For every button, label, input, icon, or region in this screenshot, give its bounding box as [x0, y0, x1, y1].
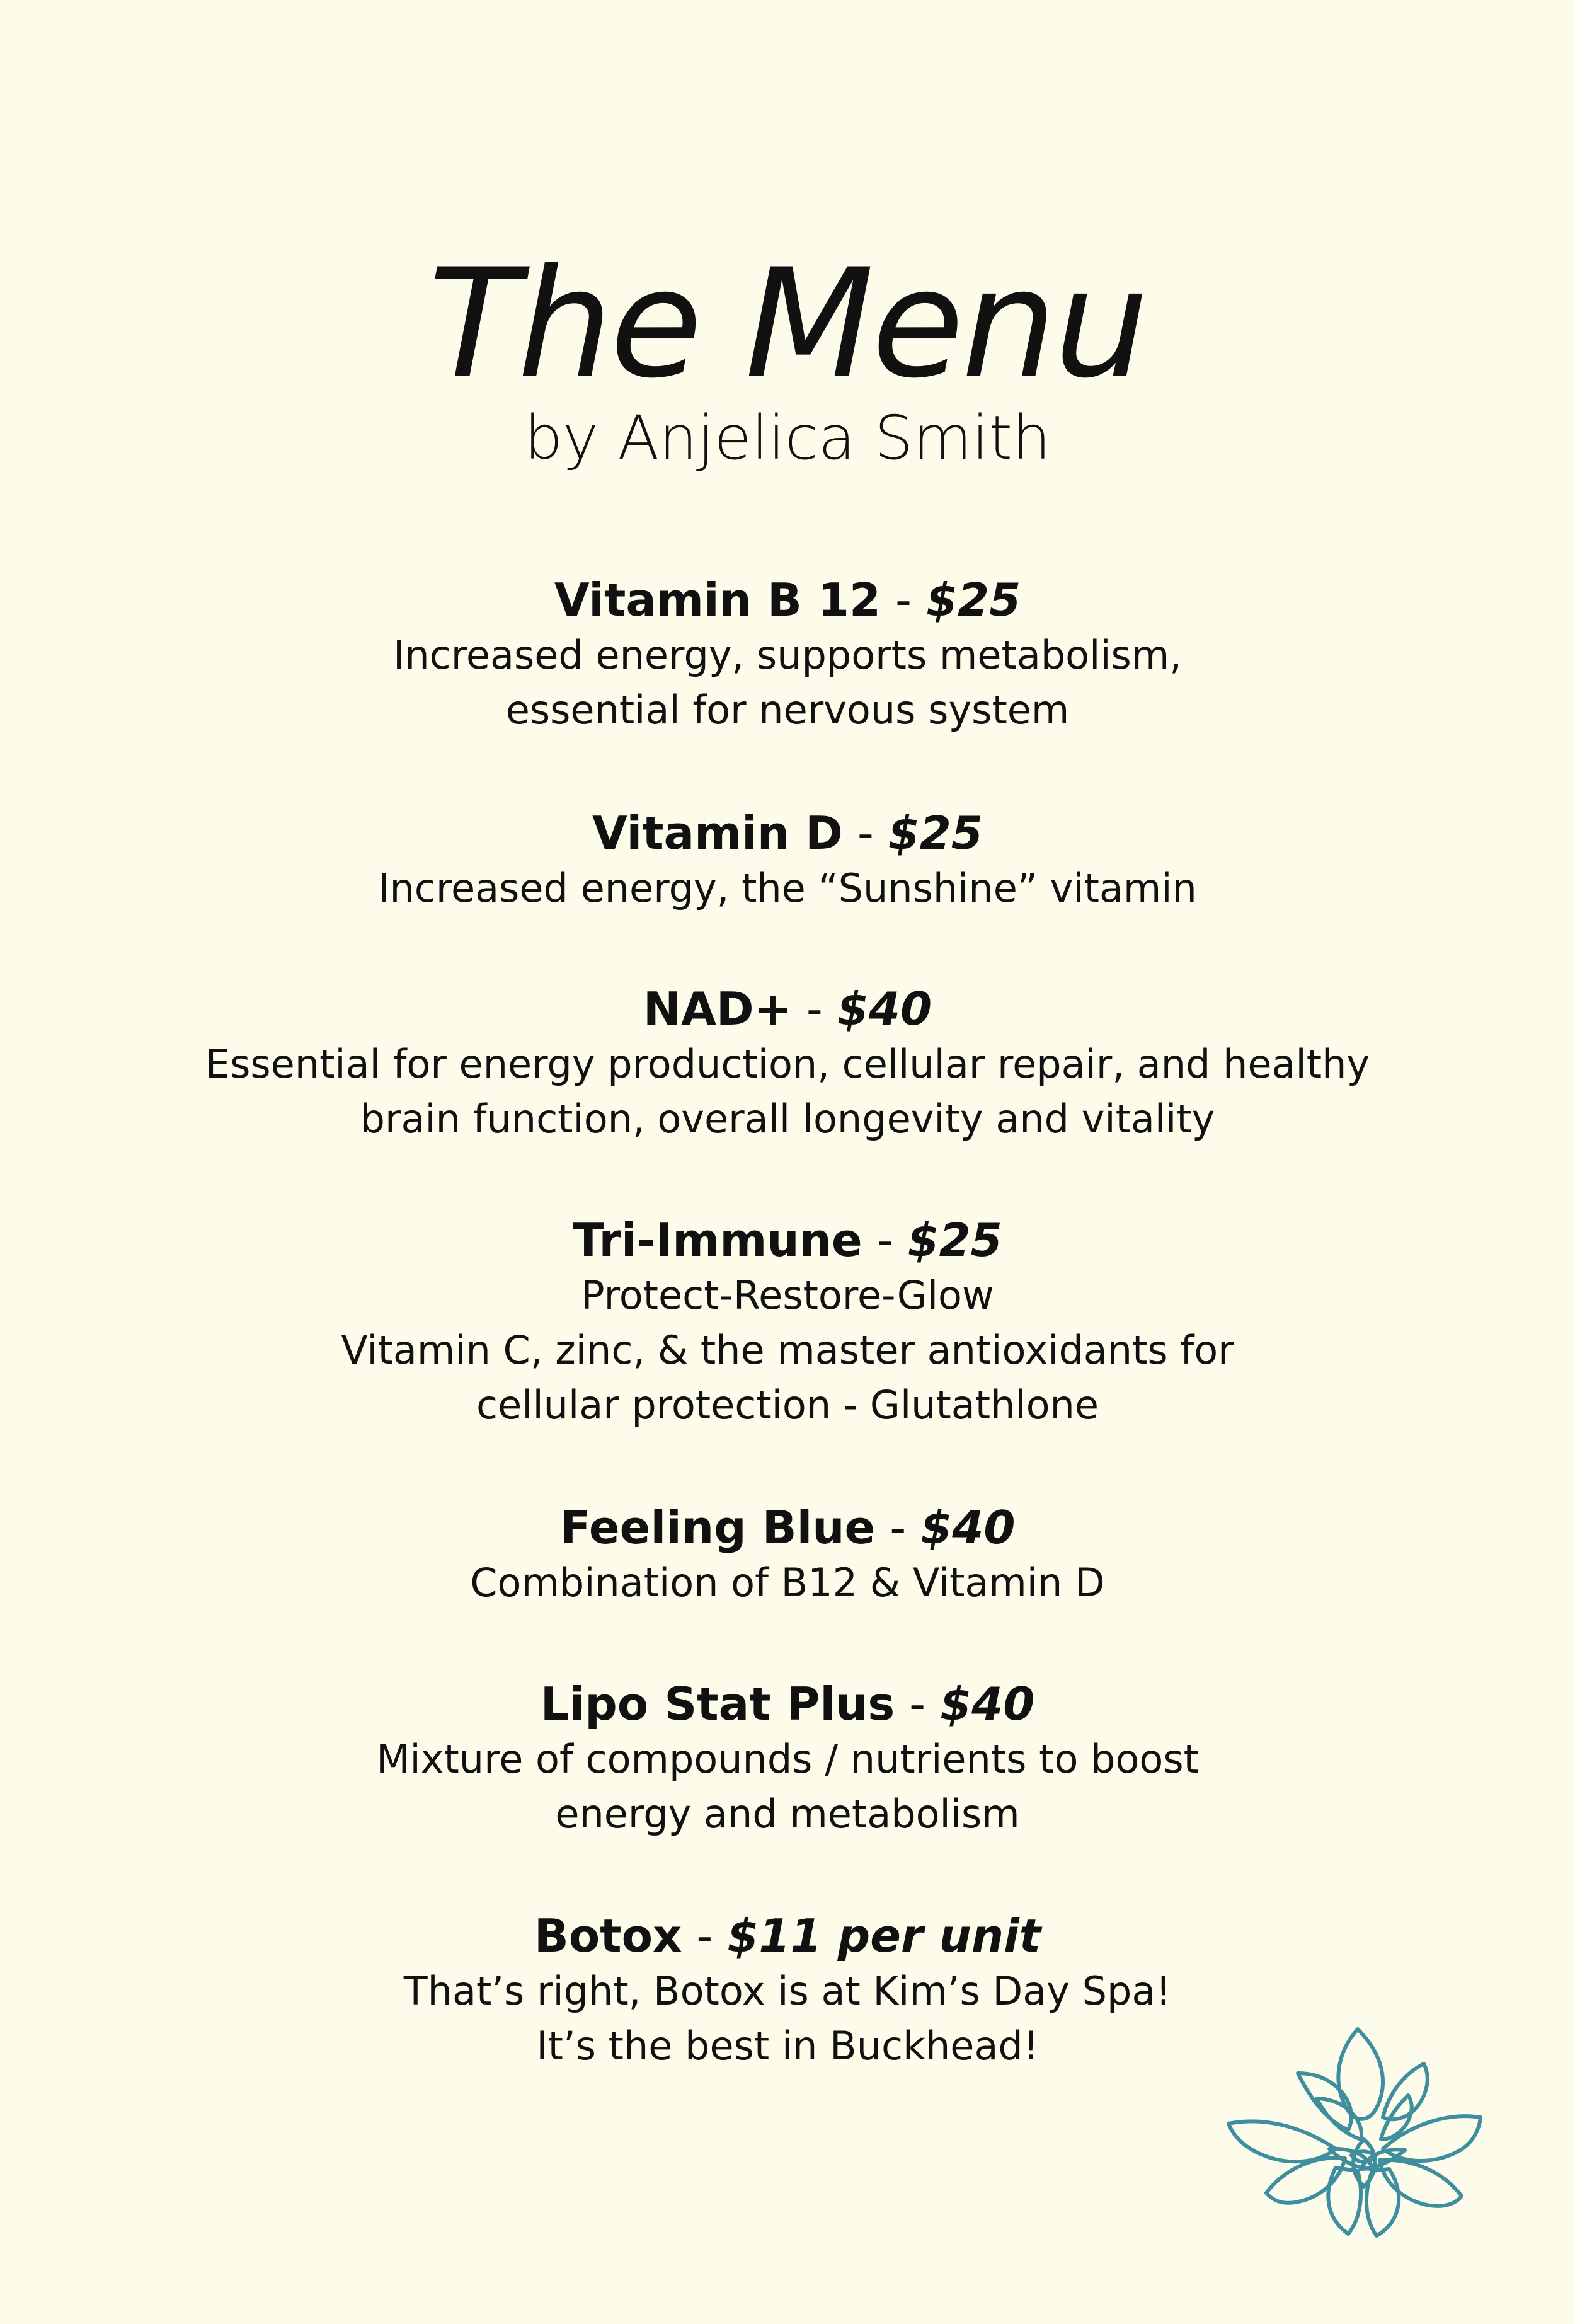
item-price: $25: [925, 573, 1021, 626]
menu-item-heading: [0, 1676, 1575, 1732]
item-description-line: essential for nervous system: [505, 687, 1070, 733]
menu-item: [0, 1500, 1575, 1610]
page-title: The Menu: [428, 237, 1147, 411]
item-separator: -: [696, 1909, 713, 1962]
menu-item-heading: [0, 572, 1575, 628]
item-separator: -: [857, 807, 874, 860]
menu-item-heading: [0, 805, 1575, 861]
item-price: $40: [920, 1501, 1016, 1554]
item-description-line: brain function, overall longevity and vitality: [360, 1096, 1215, 1142]
item-description-line: Protect-Restore-Glow: [581, 1272, 994, 1318]
item-name: Tri-Immune: [573, 1214, 862, 1267]
item-name: Botox: [534, 1909, 682, 1962]
item-description-line: It’s the best in Buckhead!: [536, 2023, 1039, 2069]
item-description-line: Increased energy, supports metabolism,: [393, 632, 1182, 678]
menu-item-heading: [0, 1500, 1575, 1555]
item-separator: -: [890, 1501, 907, 1554]
item-name: Vitamin D: [592, 807, 843, 860]
item-price: $40: [940, 1677, 1035, 1730]
menu-item: [0, 805, 1575, 916]
item-price: $40: [837, 982, 932, 1035]
menu-item-heading: [0, 981, 1575, 1037]
item-price: $25: [888, 807, 983, 860]
item-description-line: Increased energy, the “Sunshine” vitamin: [378, 865, 1197, 911]
menu-item: [0, 1212, 1575, 1432]
item-name: Vitamin B 12: [554, 573, 881, 626]
menu-item: [0, 572, 1575, 737]
item-description-line: Essential for energy production, cellular repair, and healthy: [205, 1041, 1370, 1087]
item-price: $11 per unit: [727, 1909, 1041, 1962]
item-description-line: Combination of B12 & Vitamin D: [470, 1560, 1105, 1606]
item-description-line: energy and metabolism: [555, 1791, 1020, 1837]
item-separator: -: [876, 1214, 893, 1267]
item-name: Feeling Blue: [559, 1501, 876, 1554]
menu-item-heading: [0, 1212, 1575, 1268]
item-price: $25: [907, 1214, 1002, 1267]
menu-item-heading: [0, 1908, 1575, 1964]
item-description-line: Mixture of compounds / nutrients to boost: [376, 1736, 1199, 1782]
menu-item: [0, 981, 1575, 1146]
item-description-line: Vitamin C, zinc, & the master antioxidants for: [341, 1327, 1234, 1373]
item-description-line: cellular protection - Glutathlone: [476, 1382, 1099, 1428]
item-name: Lipo Stat Plus: [540, 1677, 895, 1730]
item-description-line: That’s right, Botox is at Kim’s Day Spa!: [403, 1968, 1172, 2014]
byline: by Anjelica Smith: [524, 403, 1051, 473]
item-separator: -: [895, 573, 912, 626]
lotus-flower-icon: [1222, 2004, 1493, 2243]
menu-item: [0, 1676, 1575, 1841]
item-name: NAD+: [643, 982, 792, 1035]
item-separator: -: [806, 982, 823, 1035]
item-separator: -: [909, 1677, 926, 1730]
